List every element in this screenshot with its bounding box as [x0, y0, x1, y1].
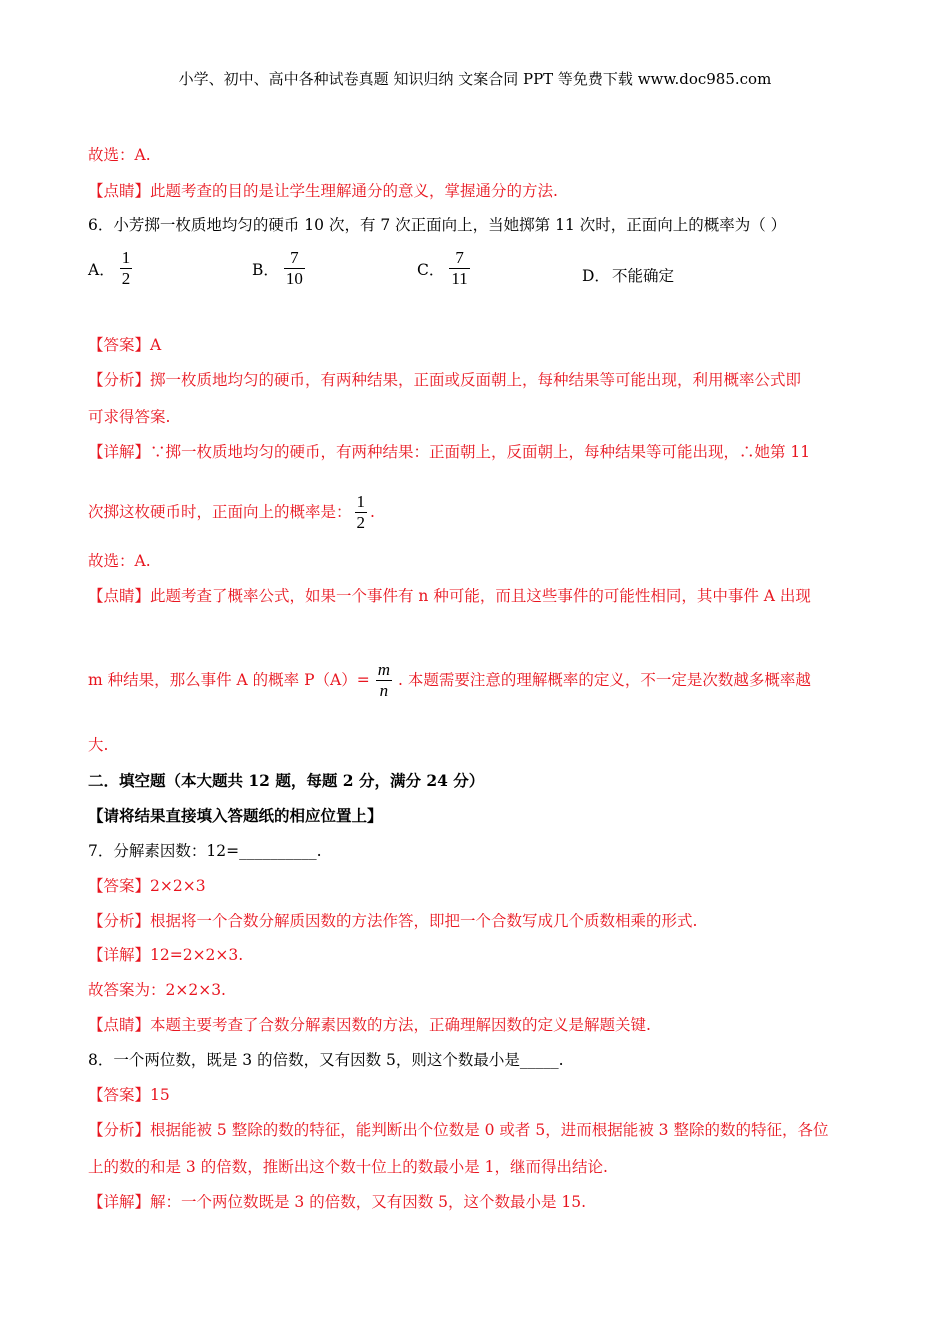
fraction-denominator: 10: [285, 269, 303, 288]
q6-analysis-line1: 【分析】掷一枚质地均匀的硬币，有两种结果，正面或反面朝上，每种结果等可能出现，利用概率公式即: [88, 371, 802, 389]
q8-analysis-line2: 上的数的和是 3 的倍数，推断出这个数十位上的数最小是 1，继而得出结论.: [88, 1158, 608, 1176]
fraction: [355, 492, 368, 533]
option-label: B．: [252, 260, 279, 279]
fraction-denominator: 11: [451, 269, 468, 288]
q6-select: 故选：A.: [88, 552, 151, 570]
q8-question: 8．一个两位数，既是 3 的倍数，又有因数 5，则这个数最小是_____.: [88, 1051, 564, 1069]
q7-answer: 【答案】2×2×3: [88, 877, 206, 895]
option-text: 不能确定: [611, 267, 674, 285]
fraction-numerator: 7: [290, 248, 299, 267]
prev-select: 故选：A.: [88, 146, 151, 164]
fraction: [449, 248, 469, 289]
option-label: C．: [417, 260, 445, 279]
comment-text-end: . 本题需要注意的理解概率的定义，不一定是次数越多概率越: [398, 671, 811, 689]
fraction-denominator: n: [376, 680, 392, 701]
fraction-numerator: 1: [121, 248, 131, 267]
q6-comment-line3: 大.: [88, 736, 109, 754]
fraction: [120, 248, 133, 289]
fraction-numerator: 7: [455, 248, 464, 267]
q8-answer: 【答案】15: [88, 1086, 170, 1104]
page-header: 小学、初中、高中各种试卷真题 知识归纳 文案合同 PPT 等免费下载 www.doc985.com: [178, 70, 772, 88]
fraction-numerator: m: [377, 659, 390, 679]
q6-option-d: [582, 264, 674, 286]
q6-analysis-line2: 可求得答案.: [88, 408, 171, 426]
q7-analysis: 【分析】根据将一个合数分解质因数的方法作答，即把一个合数写成几个质数相乘的形式.: [88, 912, 698, 930]
q6-detail-line1: 【详解】∵掷一枚质地均匀的硬币，有两种结果：正面朝上，反面朝上，每种结果等可能出现，∴她第 11: [88, 443, 811, 461]
q6-answer: 【答案】A: [88, 336, 162, 354]
section2-title: 二．填空题（本大题共 12 题，每题 2 分，满分 24 分）: [88, 771, 485, 790]
q7-comment: 【点睛】本题主要考查了合数分解素因数的方法，正确理解因数的定义是解题关键.: [88, 1016, 651, 1034]
q6-comment-line1: 【点睛】此题考查了概率公式，如果一个事件有 n 种可能，而且这些事件的可能性相同，其中事件 A 出现: [88, 587, 811, 605]
q7-final: 故答案为：2×2×3.: [88, 981, 226, 999]
detail-text-end: .: [370, 503, 375, 521]
q6-option-b: [252, 248, 308, 289]
option-label: A．: [88, 260, 115, 279]
q6-option-c: [417, 248, 473, 289]
q7-question: 7．分解素因数：12=__________.: [88, 842, 322, 860]
q6-question: 6．小芳掷一枚质地均匀的硬币 10 次，有 7 次正面向上，当她掷第 11 次时，正面向上的概率为（ ）: [88, 216, 787, 234]
q7-detail: 【详解】12=2×2×3.: [88, 946, 244, 964]
fraction-numerator: 1: [356, 491, 366, 511]
q6-option-a: [88, 248, 135, 289]
q8-detail: 【详解】解：一个两位数既是 3 的倍数，又有因数 5，这个数最小是 15.: [88, 1193, 587, 1211]
detail-text: 次掷这枚硬币时，正面向上的概率是：: [88, 503, 352, 521]
section2-instruction: 【请将结果直接填入答题纸的相应位置上】: [88, 806, 383, 825]
comment-text: m 种结果，那么事件 A 的概率 P（A）=: [88, 671, 370, 689]
fraction: [376, 660, 392, 701]
fraction-denominator: 2: [356, 512, 366, 532]
option-label: D．: [582, 267, 610, 285]
q6-comment-line2: [88, 648, 868, 712]
prev-comment: 【点睛】此题考查的目的是让学生理解通分的意义，掌握通分的方法.: [88, 182, 558, 200]
fraction: [284, 248, 305, 289]
q8-analysis-line1: 【分析】根据能被 5 整除的数的特征，能判断出个位数是 0 或者 5，进而根据能被 3 整除的数的特征，各位: [88, 1121, 829, 1139]
q6-detail-line2: [88, 488, 868, 536]
fraction-denominator: 2: [121, 269, 131, 288]
